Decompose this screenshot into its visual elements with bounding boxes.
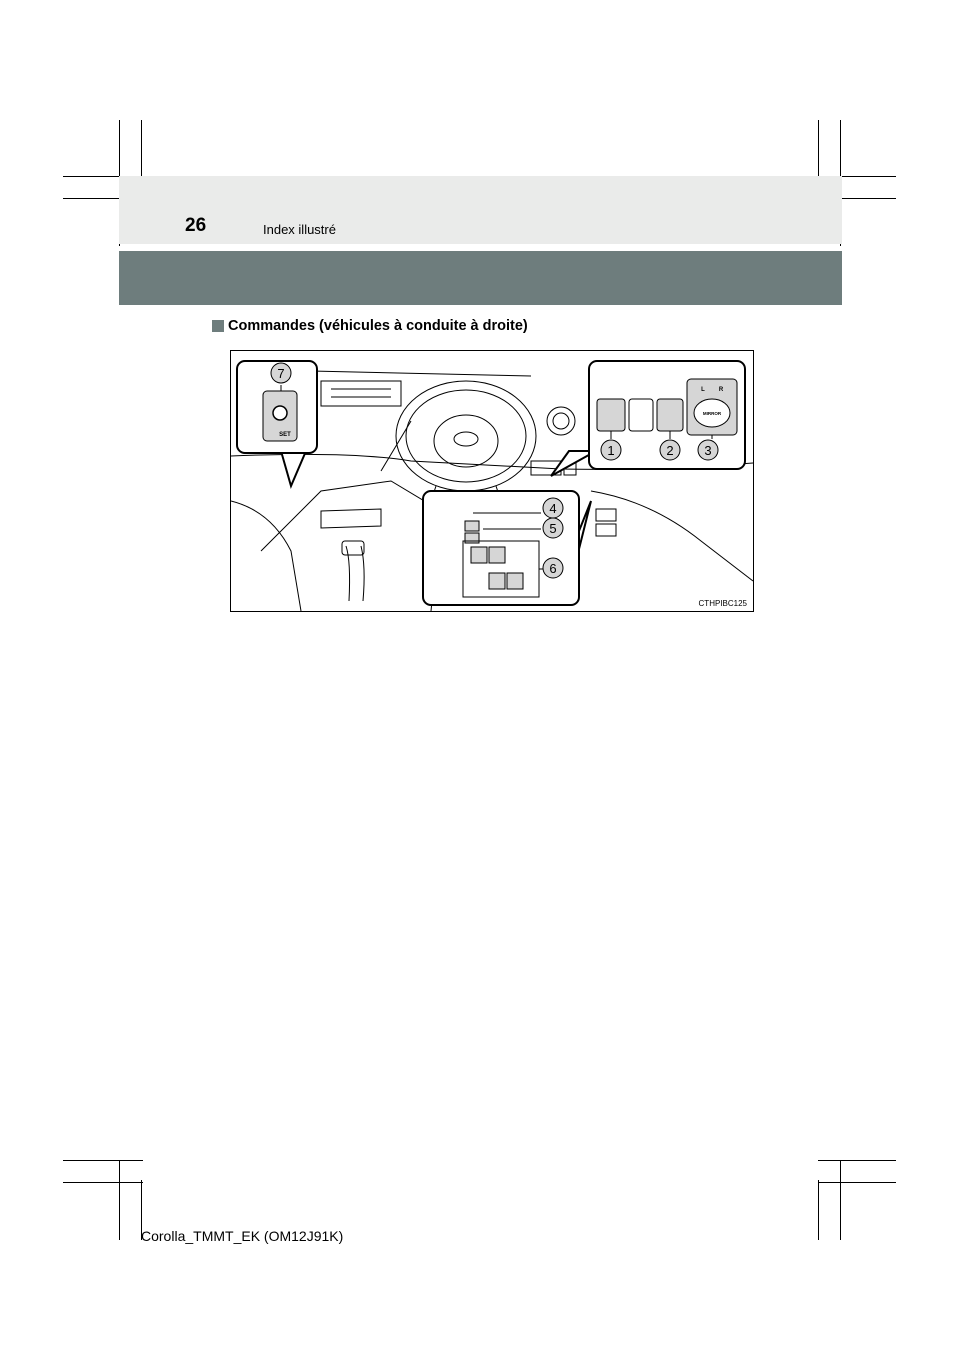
steering-logo — [454, 432, 478, 446]
footer-text: Corolla_TMMT_EK (OM12J91K) — [141, 1228, 344, 1244]
crop-mark — [818, 1160, 896, 1161]
gear-knob — [342, 541, 364, 555]
callout-3: 3 — [704, 443, 712, 458]
console-slot — [321, 509, 381, 528]
vent-left — [321, 381, 401, 406]
window-switch-icon — [471, 547, 487, 563]
crop-mark — [818, 1182, 896, 1183]
callout-7: 7 — [277, 366, 285, 381]
mirror-label: MIRROR — [702, 411, 722, 416]
callout-4: 4 — [549, 501, 557, 516]
dash-top-line — [311, 371, 531, 376]
callout-2: 2 — [666, 443, 674, 458]
controls-illustration — [230, 350, 754, 612]
crop-mark — [818, 1180, 819, 1240]
gear-lever — [346, 546, 364, 601]
heading-bullet-icon — [212, 320, 224, 332]
mirror-right-label: R — [718, 387, 724, 393]
callout-5: 5 — [549, 521, 557, 536]
heading — [212, 318, 528, 334]
section-band — [119, 251, 842, 305]
switch-1-icon — [597, 399, 625, 431]
callout-6: 6 — [549, 561, 557, 576]
section-title: Index illustré — [263, 222, 336, 237]
seat-edge — [231, 501, 301, 611]
window-switch-icon — [507, 573, 523, 589]
crop-mark — [63, 1182, 143, 1183]
callout-pointer — [281, 451, 306, 486]
page-number: 26 — [185, 215, 207, 236]
cockpit-drawing — [231, 351, 753, 611]
heading-text: Commandes (véhicules à conduite à droite) — [228, 318, 528, 334]
steering-wheel-outer — [396, 381, 536, 491]
callout-1: 1 — [607, 443, 615, 458]
figure-code: CTHPIBC125 — [698, 599, 747, 608]
mirror-left-label: L — [701, 387, 705, 393]
window-switch-icon — [489, 547, 505, 563]
crop-mark — [840, 1160, 841, 1240]
lock-switch-icon — [465, 521, 479, 531]
window-switch-icon — [489, 573, 505, 589]
steering-wheel-inner — [406, 390, 526, 482]
crop-mark — [63, 1160, 143, 1161]
door-switch — [596, 509, 616, 521]
switch-2-icon — [657, 399, 683, 431]
blank-switch-icon — [629, 399, 653, 431]
steering-hub — [434, 415, 498, 467]
vent-slats — [331, 389, 391, 397]
crop-mark — [119, 1160, 120, 1240]
header-band — [119, 176, 842, 244]
set-label: SET — [279, 432, 291, 438]
right-vent — [547, 407, 575, 435]
